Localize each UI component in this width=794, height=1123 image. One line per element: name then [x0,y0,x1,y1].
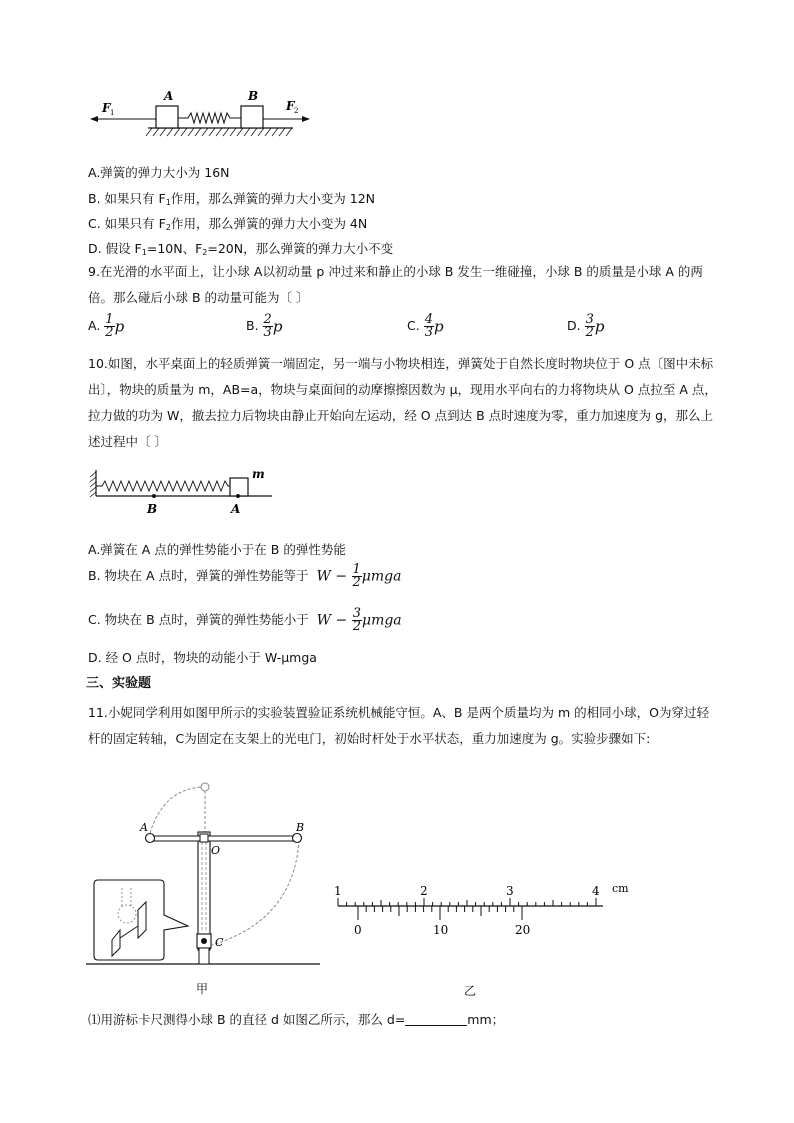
fig11-label-o: O [211,844,221,857]
fig11-label-b: B [296,821,305,834]
fig8-label-f2: F [286,99,295,113]
arrow-right-icon [302,116,310,122]
q10-option-a: A.弹簧在 A 点的弹性势能小于在 B 的弹性势能 [88,542,346,557]
q9-option-d [567,314,604,339]
fig11-label-a: A [140,821,148,834]
caption-jia: 甲 [196,982,209,996]
fig10-label-b: B [147,502,158,516]
vernier-tick-10: 10 [433,923,449,937]
q10-optc-text: C. 物块在 B 点时，弹簧的弹性势能小于 [88,612,309,627]
q10-optb-fraction: $\frac{1}{2}$ [352,562,361,590]
block-a [156,106,178,128]
fig8-label-a: A [164,89,174,103]
q8-optc-pre: C. 如果只有 F [88,216,166,231]
spring-blocks-figure [88,86,318,146]
q9-optc-letter: C. [407,318,420,333]
q10-optc-tail: μmga [361,612,402,629]
q11-sub1-pre: ⑴用游标卡尺测得小球 B 的直径 d 如图乙所示，那么 d= [88,1012,406,1027]
q8-option-c [88,214,367,232]
q8-optd-post: =20N，那么弹簧的弹力大小不变 [207,241,394,256]
q10-optb-text: B. 物块在 A 点时，弹簧的弹性势能等于 [88,568,309,583]
q10-stem: 10.如图，水平桌面上的轻质弹簧一端固定，另一端与小物块相连，弹簧处于自然长度时物块位于 O 点〔图中未标出〕，物块的质量为 m，AB=a，物块与桌面间的动摩擦擦因数为 μ，现用水平向右的力将物块从 O 点拉至 A 点，拉力做的功为 W，撤去拉力后物块由静止开始向左运动，经 O 点到达 B 点时速度为零，重力加速度为 g，那么上述过程中〔 〕 [88,356,717,449]
section-title: 三、实验题 [86,676,152,691]
main-tick-1: 1 [334,884,342,898]
q9-option-c [407,314,444,339]
spring [96,481,232,491]
q9-optc-fraction: $\frac{4}{3}$ [424,312,433,340]
q11-sub1 [88,1010,504,1028]
ball-b [293,834,302,843]
q11-sub1-post: mm； [467,1012,505,1027]
q8-optd-sub2: 2 [202,248,208,257]
spring [178,113,241,123]
vernier-caliper-figure [328,876,648,952]
q10-option-c [88,608,402,633]
q8-optc-post: 作用，那么弹簧的弹力大小变为 4N [170,216,368,231]
q9-stem: 9.在光滑的水平面上，让小球 A以初动量 p 冲过来和静止的小球 B 发生一维碰撞，小球 B 的质量是小球 A 的两倍。那么碰后小球 B 的动量可能为〔 〕 [88,264,703,305]
q9-option-b [246,314,282,339]
q9-optb-fraction: $\frac{2}{3}$ [263,312,272,340]
q8-optc-sub: 2 [165,223,171,232]
block-b [241,106,263,128]
apparatus-figure-jia [84,780,324,970]
arrow-left-icon [90,116,98,122]
q9-optb-letter: B. [246,318,259,333]
fig8-label-f1-sub: 1 [110,109,115,117]
q8-option-d [88,239,393,257]
vernier-tick-20: 20 [515,923,531,937]
q10-option-b [88,564,401,589]
q9-opta-var: p [114,317,125,336]
q8-optb-post: 作用，那么弹簧的弹力大小变为 12N [170,191,376,206]
q9-optb-var: p [272,317,283,336]
q10-optc-w: W − [316,612,352,629]
main-tick-3: 3 [506,884,514,898]
q9-options [88,314,728,344]
spring-wall-figure [88,464,278,520]
q10-optb-w: W − [316,568,352,585]
q11-stem: 11.小妮同学利用如图甲所示的实验装置验证系统机械能守恒。A、B 是两个质量均为 m 的相同小球，O为穿过轻杆的固定转轴，C为固定在支架上的光电门，初始时杆处于水平状态，重力加速度为 g。实验步骤如下: [88,705,709,746]
q8-optd-sub1: 1 [141,248,147,257]
q9-option-a [88,314,124,339]
ball-a [146,834,155,843]
fig10-label-a: A [231,502,241,516]
q8-optd-mid: =10N、F [146,241,203,256]
fig8-label-f2-sub: 2 [294,107,299,115]
answer-blank[interactable] [405,1013,467,1026]
fig8-label-f1: F [102,101,111,115]
fig11-label-c: C [215,936,224,949]
q9-optd-var: p [594,317,605,336]
main-tick-4: 4 [592,884,600,898]
q10-optb-tail: μmga [361,568,402,585]
unit-label: cm [612,882,629,895]
block-m [230,478,248,496]
vernier-tick-0: 0 [354,923,362,937]
fig8-label-b: B [248,89,259,103]
q10-optc-fraction: $\frac{3}{2}$ [352,606,361,634]
fig10-label-m: m [252,467,265,481]
q9-optc-var: p [433,317,444,336]
q9-opta-letter: A. [88,318,101,333]
q8-optb-sub: 1 [165,198,171,207]
main-tick-2: 2 [420,884,428,898]
q9-opta-fraction: $\frac{1}{2}$ [105,312,114,340]
q8-option-a: A.弹簧的弹力大小为 16N [88,165,230,180]
q8-option-b [88,189,375,207]
q8-optd-pre: D. 假设 F [88,241,142,256]
q9-optd-fraction: $\frac{3}{2}$ [585,312,594,340]
q8-optb-pre: B. 如果只有 F [88,191,166,206]
caption-yi: 乙 [464,984,477,998]
q10-option-d: D. 经 O 点时，物块的动能小于 W-μmga [88,650,317,665]
q9-optd-letter: D. [567,318,581,333]
